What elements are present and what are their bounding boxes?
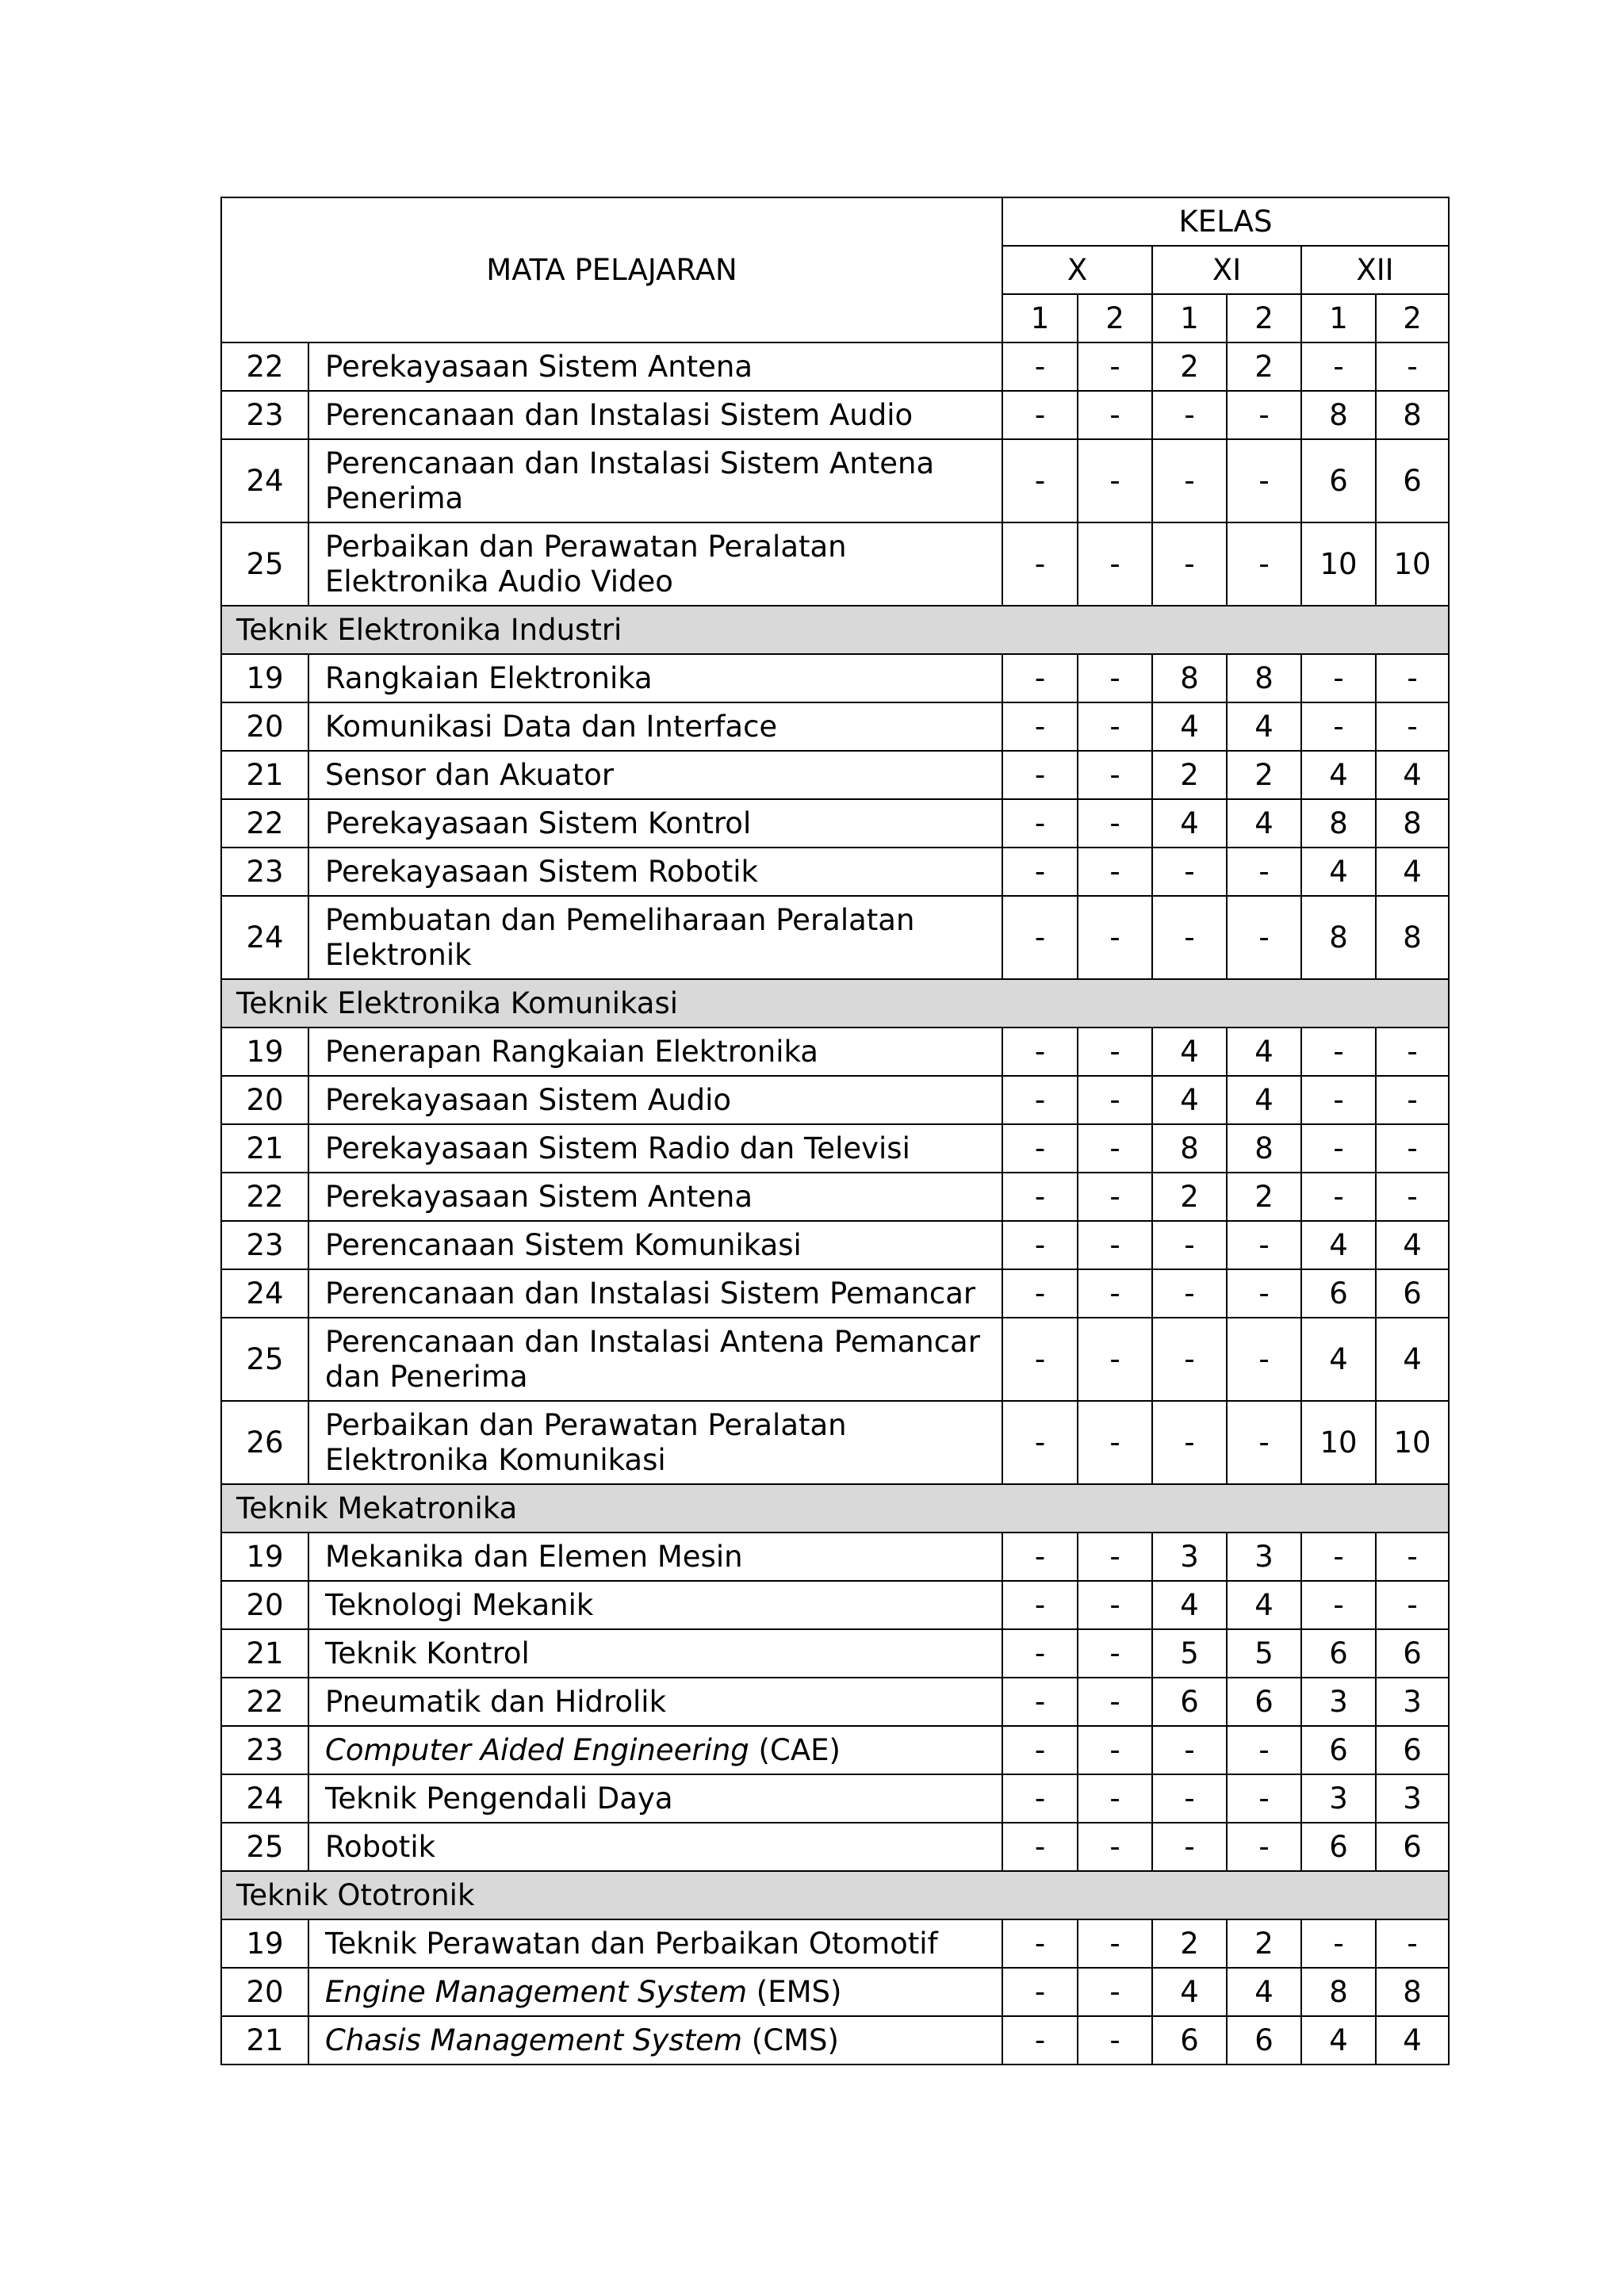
hours-cell: - (1002, 1581, 1078, 1629)
hours-cell: 4 (1227, 1968, 1301, 2016)
hours-cell: 4 (1227, 1581, 1301, 1629)
hours-cell: - (1301, 1919, 1376, 1968)
hours-cell: - (1227, 1269, 1301, 1318)
table-row (221, 1629, 1449, 1678)
hours-cell: - (1376, 1581, 1449, 1629)
hours-cell: - (1002, 654, 1078, 702)
hours-cell: - (1078, 1823, 1152, 1871)
subject-name: Perencanaan dan Instalasi Sistem Audio (308, 391, 1002, 439)
hours-cell: - (1078, 522, 1152, 606)
table-row (221, 2016, 1449, 2064)
hours-cell: 4 (1301, 1318, 1376, 1401)
row-number: 20 (221, 1076, 308, 1124)
hours-cell: - (1152, 896, 1227, 979)
table-row (221, 1076, 1449, 1124)
hours-cell: 3 (1376, 1678, 1449, 1726)
hours-cell: - (1376, 654, 1449, 702)
row-number: 20 (221, 1968, 308, 2016)
hours-cell: 2 (1152, 1173, 1227, 1221)
row-number: 21 (221, 1629, 308, 1678)
hours-cell: 6 (1152, 1678, 1227, 1726)
row-number: 22 (221, 799, 308, 848)
hours-cell: - (1078, 1173, 1152, 1221)
subject-name: Perekayasaan Sistem Antena (308, 1173, 1002, 1221)
hours-cell: - (1002, 1823, 1078, 1871)
row-number: 24 (221, 1774, 308, 1823)
hours-cell: 4 (1376, 1221, 1449, 1269)
hours-cell: - (1002, 391, 1078, 439)
hours-cell: - (1227, 1401, 1301, 1484)
header-semester: 1 (1002, 294, 1078, 342)
subject-name: Robotik (308, 1823, 1002, 1871)
hours-cell: - (1078, 1318, 1152, 1401)
curriculum-table (220, 197, 1450, 2065)
row-number: 21 (221, 751, 308, 799)
hours-cell: - (1078, 2016, 1152, 2064)
table-row (221, 1027, 1449, 1076)
hours-cell: - (1078, 342, 1152, 391)
header-semester: 2 (1078, 294, 1152, 342)
subject-name: Teknik Kontrol (308, 1629, 1002, 1678)
hours-cell: - (1227, 522, 1301, 606)
row-number: 25 (221, 1823, 308, 1871)
row-number: 24 (221, 1269, 308, 1318)
hours-cell: 8 (1301, 896, 1376, 979)
hours-cell: 4 (1376, 848, 1449, 896)
table-row (221, 1173, 1449, 1221)
hours-cell: 8 (1376, 896, 1449, 979)
hours-cell: - (1078, 1629, 1152, 1678)
hours-cell: 6 (1301, 439, 1376, 522)
subject-name-italic: Computer Aided Engineering (325, 1732, 749, 1767)
hours-cell: 2 (1152, 1919, 1227, 1968)
hours-cell: 6 (1301, 1629, 1376, 1678)
subject-name-italic: Chasis Management System (325, 2022, 743, 2057)
header-grade-xi: XI (1152, 246, 1301, 294)
hours-cell: - (1152, 1726, 1227, 1774)
hours-cell: 6 (1227, 1678, 1301, 1726)
hours-cell: 4 (1227, 1076, 1301, 1124)
subject-name: Teknik Perawatan dan Perbaikan Otomotif (308, 1919, 1002, 1968)
row-number: 26 (221, 1401, 308, 1484)
hours-cell: - (1152, 522, 1227, 606)
hours-cell: - (1376, 702, 1449, 751)
table-row (221, 751, 1449, 799)
hours-cell: - (1301, 654, 1376, 702)
hours-cell: - (1152, 1774, 1227, 1823)
hours-cell: 4 (1152, 1581, 1227, 1629)
hours-cell: - (1002, 1076, 1078, 1124)
hours-cell: - (1078, 1919, 1152, 1968)
hours-cell: - (1002, 439, 1078, 522)
hours-cell: - (1078, 1124, 1152, 1173)
table-row (221, 391, 1449, 439)
row-number: 19 (221, 1919, 308, 1968)
section-title: Teknik Ototronik (221, 1871, 1449, 1919)
subject-name: Perencanaan dan Instalasi Antena Pemancar dan Penerima (308, 1318, 1002, 1401)
hours-cell: - (1227, 1726, 1301, 1774)
hours-cell: - (1301, 1124, 1376, 1173)
hours-cell: - (1152, 439, 1227, 522)
section-header-row (221, 606, 1449, 654)
hours-cell: 6 (1376, 1269, 1449, 1318)
hours-cell: 4 (1227, 799, 1301, 848)
subject-name (308, 1968, 1002, 2016)
row-number: 25 (221, 522, 308, 606)
hours-cell: - (1152, 1221, 1227, 1269)
hours-cell: - (1078, 1678, 1152, 1726)
hours-cell: - (1078, 439, 1152, 522)
hours-cell: - (1227, 1823, 1301, 1871)
hours-cell: - (1002, 1401, 1078, 1484)
hours-cell: - (1078, 1968, 1152, 2016)
hours-cell: 2 (1227, 751, 1301, 799)
hours-cell: - (1002, 1919, 1078, 1968)
hours-cell: 5 (1227, 1629, 1301, 1678)
hours-cell: 6 (1152, 2016, 1227, 2064)
subject-name: Perencanaan dan Instalasi Sistem Antena Penerima (308, 439, 1002, 522)
row-number: 23 (221, 1726, 308, 1774)
hours-cell: - (1227, 391, 1301, 439)
hours-cell: - (1002, 1318, 1078, 1401)
hours-cell: 2 (1227, 342, 1301, 391)
hours-cell: - (1152, 848, 1227, 896)
hours-cell: - (1002, 1726, 1078, 1774)
hours-cell: 8 (1227, 1124, 1301, 1173)
hours-cell: - (1376, 1173, 1449, 1221)
subject-name: Komunikasi Data dan Interface (308, 702, 1002, 751)
table-row (221, 342, 1449, 391)
hours-cell: 2 (1227, 1919, 1301, 1968)
subject-name: Perekayasaan Sistem Robotik (308, 848, 1002, 896)
hours-cell: - (1078, 799, 1152, 848)
hours-cell: - (1376, 1124, 1449, 1173)
subject-name: Pembuatan dan Pemeliharaan Peralatan Elektronik (308, 896, 1002, 979)
subject-name: Teknologi Mekanik (308, 1581, 1002, 1629)
hours-cell: - (1002, 1968, 1078, 2016)
table-row (221, 1919, 1449, 1968)
table-row (221, 654, 1449, 702)
row-number: 22 (221, 1678, 308, 1726)
hours-cell: 4 (1301, 1221, 1376, 1269)
hours-cell: 8 (1227, 654, 1301, 702)
hours-cell: 4 (1376, 2016, 1449, 2064)
row-number: 23 (221, 391, 308, 439)
subject-name: Perekayasaan Sistem Antena (308, 342, 1002, 391)
hours-cell: - (1376, 1027, 1449, 1076)
hours-cell: - (1078, 654, 1152, 702)
hours-cell: - (1078, 1774, 1152, 1823)
hours-cell: 8 (1376, 799, 1449, 848)
hours-cell: - (1078, 1269, 1152, 1318)
hours-cell: - (1078, 1533, 1152, 1581)
row-number: 24 (221, 439, 308, 522)
hours-cell: - (1227, 439, 1301, 522)
header-semester: 2 (1376, 294, 1449, 342)
hours-cell: 4 (1301, 848, 1376, 896)
hours-cell: - (1002, 1173, 1078, 1221)
table-row (221, 1726, 1449, 1774)
hours-cell: 3 (1301, 1774, 1376, 1823)
table-row (221, 799, 1449, 848)
row-number: 22 (221, 1173, 308, 1221)
subject-name: Perencanaan Sistem Komunikasi (308, 1221, 1002, 1269)
hours-cell: - (1002, 522, 1078, 606)
hours-cell: 4 (1376, 751, 1449, 799)
hours-cell: 4 (1152, 1027, 1227, 1076)
hours-cell: 3 (1152, 1533, 1227, 1581)
row-number: 20 (221, 1581, 308, 1629)
subject-name: Perekayasaan Sistem Audio (308, 1076, 1002, 1124)
hours-cell: 6 (1301, 1726, 1376, 1774)
hours-cell: 2 (1227, 1173, 1301, 1221)
hours-cell: - (1002, 1221, 1078, 1269)
hours-cell: 8 (1152, 654, 1227, 702)
hours-cell: - (1376, 1076, 1449, 1124)
hours-cell: - (1152, 1401, 1227, 1484)
hours-cell: - (1301, 1076, 1376, 1124)
hours-cell: - (1078, 702, 1152, 751)
header-semester: 1 (1152, 294, 1227, 342)
hours-cell: - (1301, 342, 1376, 391)
hours-cell: - (1227, 1221, 1301, 1269)
hours-cell: - (1227, 1318, 1301, 1401)
hours-cell: - (1002, 848, 1078, 896)
subject-name (308, 1726, 1002, 1774)
hours-cell: - (1152, 391, 1227, 439)
subject-name-suffix: (EMS) (747, 1974, 842, 2009)
row-number: 19 (221, 654, 308, 702)
table-row (221, 1774, 1449, 1823)
subject-name-suffix: (CMS) (742, 2022, 839, 2057)
table-row (221, 1221, 1449, 1269)
hours-cell: 8 (1301, 391, 1376, 439)
hours-cell: - (1002, 1269, 1078, 1318)
section-header-row (221, 979, 1449, 1027)
row-number: 22 (221, 342, 308, 391)
table-row (221, 522, 1449, 606)
hours-cell: - (1002, 751, 1078, 799)
hours-cell: 4 (1152, 799, 1227, 848)
subject-name: Perencanaan dan Instalasi Sistem Pemancar (308, 1269, 1002, 1318)
table-row (221, 1968, 1449, 2016)
table-row (221, 848, 1449, 896)
hours-cell: - (1002, 342, 1078, 391)
hours-cell: - (1002, 1678, 1078, 1726)
row-number: 23 (221, 848, 308, 896)
hours-cell: 2 (1152, 751, 1227, 799)
hours-cell: 8 (1301, 799, 1376, 848)
hours-cell: 4 (1152, 1076, 1227, 1124)
hours-cell: 4 (1301, 751, 1376, 799)
row-number: 19 (221, 1533, 308, 1581)
hours-cell: 4 (1227, 1027, 1301, 1076)
hours-cell: - (1002, 896, 1078, 979)
hours-cell: 4 (1152, 702, 1227, 751)
table-row (221, 702, 1449, 751)
subject-name: Pneumatik dan Hidrolik (308, 1678, 1002, 1726)
row-number: 25 (221, 1318, 308, 1401)
hours-cell: - (1002, 1027, 1078, 1076)
table-row (221, 1401, 1449, 1484)
row-number: 21 (221, 2016, 308, 2064)
table-row (221, 1581, 1449, 1629)
hours-cell: 3 (1376, 1774, 1449, 1823)
header-semester: 1 (1301, 294, 1376, 342)
hours-cell: - (1227, 848, 1301, 896)
hours-cell: 6 (1376, 1629, 1449, 1678)
hours-cell: - (1301, 1581, 1376, 1629)
hours-cell: - (1227, 896, 1301, 979)
hours-cell: 8 (1152, 1124, 1227, 1173)
hours-cell: - (1002, 1629, 1078, 1678)
hours-cell: - (1152, 1318, 1227, 1401)
hours-cell: 6 (1376, 1823, 1449, 1871)
hours-cell: - (1078, 1581, 1152, 1629)
subject-name: Mekanika dan Elemen Mesin (308, 1533, 1002, 1581)
hours-cell: 4 (1376, 1318, 1449, 1401)
hours-cell: 4 (1227, 702, 1301, 751)
hours-cell: 6 (1301, 1823, 1376, 1871)
row-number: 20 (221, 702, 308, 751)
hours-cell: 10 (1376, 522, 1449, 606)
hours-cell: 10 (1301, 1401, 1376, 1484)
hours-cell: 10 (1376, 1401, 1449, 1484)
hours-cell: - (1078, 896, 1152, 979)
hours-cell: - (1002, 1774, 1078, 1823)
hours-cell: - (1078, 1726, 1152, 1774)
table-row (221, 1318, 1449, 1401)
table-row (221, 1124, 1449, 1173)
table-row (221, 896, 1449, 979)
row-number: 19 (221, 1027, 308, 1076)
hours-cell: - (1002, 1533, 1078, 1581)
hours-cell: - (1376, 342, 1449, 391)
hours-cell: - (1002, 702, 1078, 751)
row-number: 24 (221, 896, 308, 979)
hours-cell: 6 (1301, 1269, 1376, 1318)
hours-cell: 4 (1301, 2016, 1376, 2064)
subject-name: Perekayasaan Sistem Radio dan Televisi (308, 1124, 1002, 1173)
hours-cell: - (1301, 702, 1376, 751)
hours-cell: 5 (1152, 1629, 1227, 1678)
section-header-row (221, 1871, 1449, 1919)
section-title: Teknik Mekatronika (221, 1484, 1449, 1533)
hours-cell: 8 (1376, 1968, 1449, 2016)
hours-cell: - (1376, 1919, 1449, 1968)
header-kelas: KELAS (1002, 197, 1449, 246)
hours-cell: 3 (1227, 1533, 1301, 1581)
hours-cell: 10 (1301, 522, 1376, 606)
hours-cell: - (1301, 1027, 1376, 1076)
subject-name-suffix: (CAE) (749, 1732, 841, 1767)
hours-cell: - (1078, 751, 1152, 799)
section-title: Teknik Elektronika Komunikasi (221, 979, 1449, 1027)
hours-cell: - (1078, 1221, 1152, 1269)
section-title: Teknik Elektronika Industri (221, 606, 1449, 654)
section-header-row (221, 1484, 1449, 1533)
hours-cell: - (1002, 799, 1078, 848)
table-row (221, 1269, 1449, 1318)
subject-name: Sensor dan Akuator (308, 751, 1002, 799)
table-row (221, 1678, 1449, 1726)
subject-name: Teknik Pengendali Daya (308, 1774, 1002, 1823)
hours-cell: - (1152, 1823, 1227, 1871)
hours-cell: - (1376, 1533, 1449, 1581)
subject-name: Penerapan Rangkaian Elektronika (308, 1027, 1002, 1076)
hours-cell: - (1152, 1269, 1227, 1318)
hours-cell: - (1002, 2016, 1078, 2064)
hours-cell: 2 (1152, 342, 1227, 391)
subject-name: Perbaikan dan Perawatan Peralatan Elektronika Komunikasi (308, 1401, 1002, 1484)
header-subject: MATA PELAJARAN (221, 197, 1002, 342)
subject-name: Perekayasaan Sistem Kontrol (308, 799, 1002, 848)
subject-name: Rangkaian Elektronika (308, 654, 1002, 702)
hours-cell: - (1078, 1027, 1152, 1076)
hours-cell: 6 (1376, 1726, 1449, 1774)
hours-cell: - (1002, 1124, 1078, 1173)
hours-cell: - (1078, 391, 1152, 439)
hours-cell: - (1301, 1533, 1376, 1581)
hours-cell: - (1078, 848, 1152, 896)
hours-cell: - (1301, 1173, 1376, 1221)
header-grade-x: X (1002, 246, 1152, 294)
hours-cell: 6 (1227, 2016, 1301, 2064)
header-semester: 2 (1227, 294, 1301, 342)
subject-name (308, 2016, 1002, 2064)
hours-cell: 8 (1301, 1968, 1376, 2016)
hours-cell: - (1078, 1401, 1152, 1484)
hours-cell: 6 (1376, 439, 1449, 522)
hours-cell: 8 (1376, 391, 1449, 439)
row-number: 21 (221, 1124, 308, 1173)
table-row (221, 1823, 1449, 1871)
hours-cell: - (1227, 1774, 1301, 1823)
hours-cell: - (1078, 1076, 1152, 1124)
subject-name: Perbaikan dan Perawatan Peralatan Elektronika Audio Video (308, 522, 1002, 606)
header-grade-xii: XII (1301, 246, 1449, 294)
table-row (221, 1533, 1449, 1581)
hours-cell: 4 (1152, 1968, 1227, 2016)
subject-name-italic: Engine Management System (325, 1974, 748, 2009)
hours-cell: 3 (1301, 1678, 1376, 1726)
row-number: 23 (221, 1221, 308, 1269)
table-row (221, 439, 1449, 522)
